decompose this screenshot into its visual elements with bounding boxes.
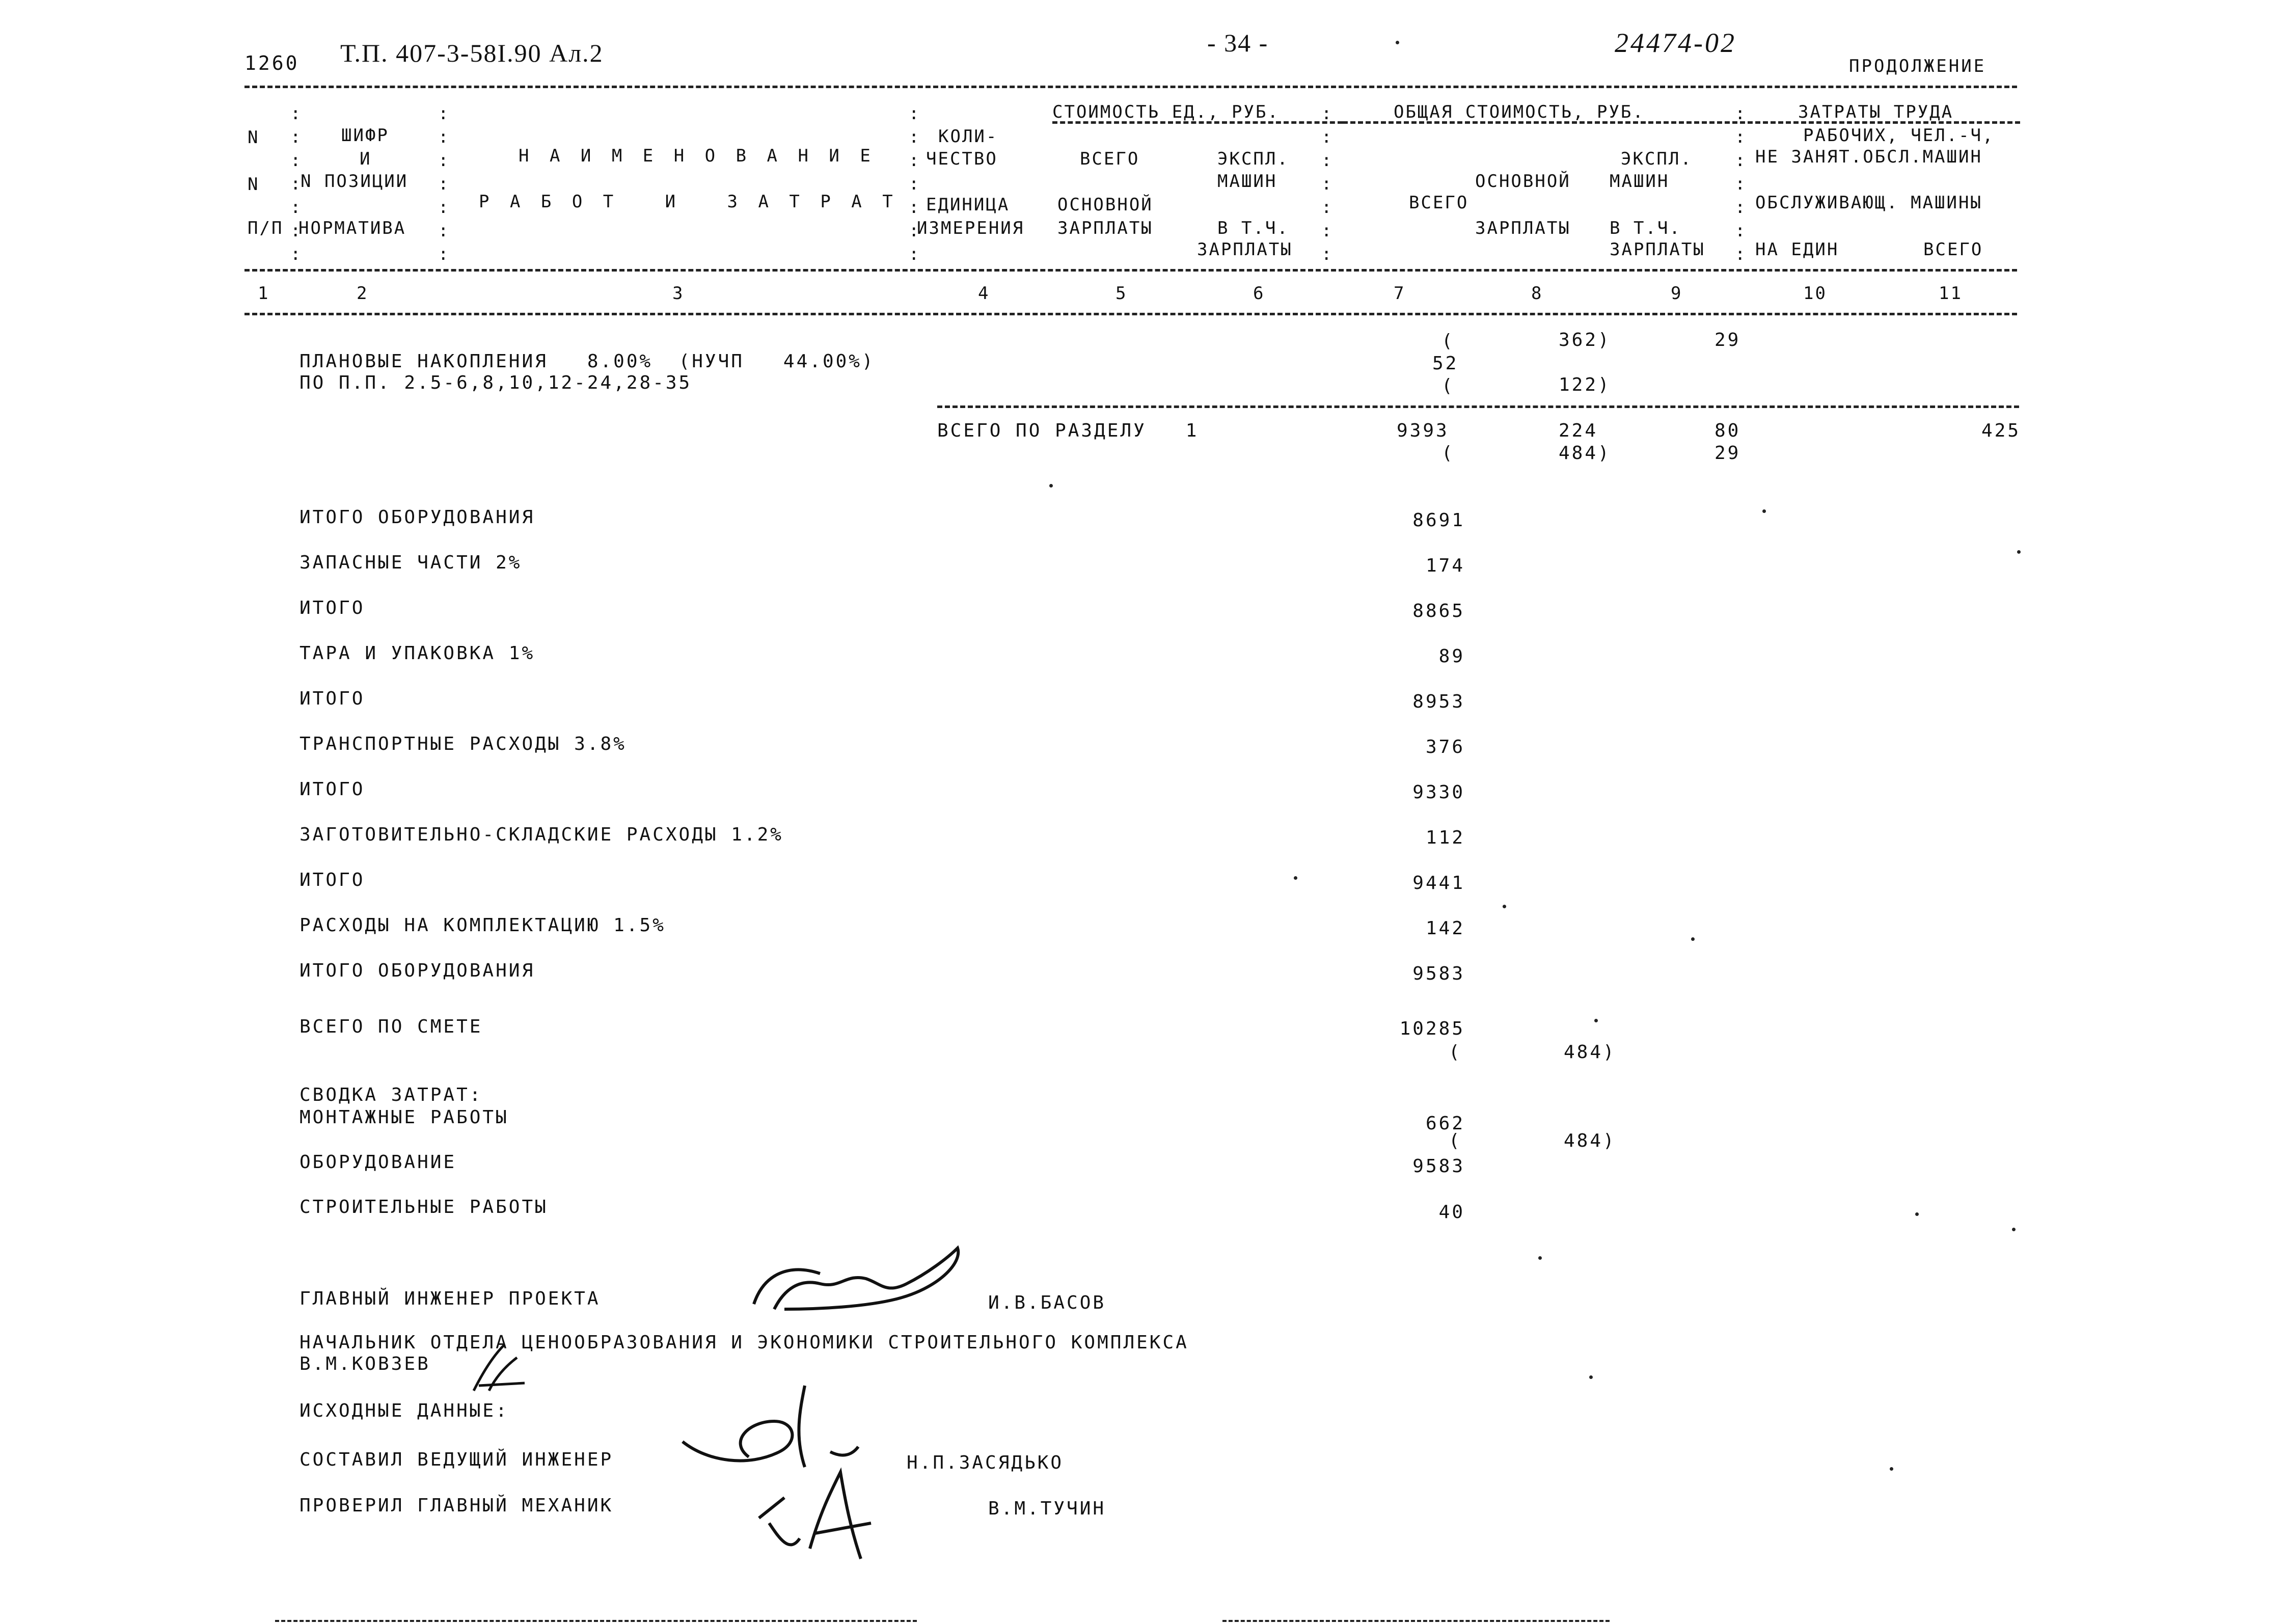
cost-row-value: 9583 <box>1412 963 1465 984</box>
scan-speck <box>1538 1256 1542 1260</box>
checked-by-label: ПРОВЕРИЛ ГЛАВНЫЙ МЕХАНИК <box>300 1495 614 1516</box>
scan-speck <box>1049 484 1053 488</box>
scan-speck <box>2017 550 2021 554</box>
scan-speck <box>1396 41 1399 44</box>
scan-speck <box>1503 905 1506 908</box>
cost-row-value: 9441 <box>1412 873 1465 894</box>
section-total-col9-b: 29 <box>1715 443 1741 464</box>
planned-label: ПЛАНОВЫЕ НАКОПЛЕНИЯ 8.00% (НУЧП 44.00%) <box>300 351 875 372</box>
summary-mounting-col8: 484) <box>1564 1130 1616 1151</box>
cost-row-value: 112 <box>1425 827 1465 848</box>
planned-positions: ПО П.П. 2.5-6,8,10,12-24,28-35 <box>300 372 692 393</box>
cost-row-value: 142 <box>1425 918 1465 939</box>
summary-equipment-value: 9583 <box>1412 1156 1465 1177</box>
planned-col7: 52 <box>1432 353 1459 374</box>
header-col4-l3: ЕДИНИЦА <box>926 195 1010 215</box>
header-col8-l2: ЗАРПЛАТЫ <box>1475 218 1571 238</box>
header-col1-l3: П/П <box>248 218 284 238</box>
chief-engineer-signature <box>744 1243 978 1324</box>
header-col7: ВСЕГО <box>1409 193 1469 213</box>
header-col10: НА ЕДИН <box>1755 239 1839 260</box>
cost-row-value: 8691 <box>1412 510 1465 531</box>
chief-engineer-name: И.В.БАСОВ <box>988 1292 1106 1313</box>
cost-row-value: 89 <box>1438 646 1465 667</box>
header-col8-l1: ОСНОВНОЙ <box>1475 171 1571 192</box>
scan-speck <box>1294 876 1297 880</box>
header-col4-l2: ЧЕСТВО <box>926 149 998 169</box>
source-data-label: ИСХОДНЫЕ ДАННЫЕ: <box>300 1400 509 1421</box>
scan-speck <box>1915 1212 1919 1216</box>
header-col4-l4: ИЗМЕРЕНИЯ <box>917 218 1025 238</box>
archive-number: 24474-02 <box>1615 28 1736 58</box>
planned-col9-top: 29 <box>1715 330 1741 350</box>
header-col4-l1: КОЛИ- <box>938 126 998 147</box>
header-col2-l1: ШИФР <box>341 125 389 146</box>
dept-head-signature <box>469 1340 530 1396</box>
cost-row-label: ТАРА И УПАКОВКА 1% <box>300 643 535 664</box>
colnum-2: 2 <box>357 283 369 304</box>
estimate-total-paren: ( <box>1449 1042 1462 1063</box>
summary-mounting-label: МОНТАЖНЫЕ РАБОТЫ <box>300 1107 509 1128</box>
header-unit-cost-group: СТОИМОСТЬ ЕД., РУБ. <box>1052 102 1280 122</box>
cost-row-label: ИТОГО <box>300 688 365 709</box>
checked-by-signature <box>754 1462 876 1564</box>
header-col3-l2: Р А Б О Т И З А Т Р А Т <box>479 192 898 212</box>
colnum-7: 7 <box>1394 283 1406 304</box>
section-total-label: ВСЕГО ПО РАЗДЕЛУ 1 <box>937 420 1199 441</box>
cost-row-value: 174 <box>1425 555 1465 576</box>
header-rule-top <box>244 86 2017 88</box>
header-labor-l2: РАБОЧИХ, ЧЕЛ.-Ч, <box>1803 125 1995 146</box>
header-col3-l1: Н А И М Е Н О В А Н И Е <box>519 146 876 166</box>
cost-row-label: ИТОГО <box>300 598 365 618</box>
summary-mounting-value: 662 <box>1425 1113 1465 1134</box>
summary-title: СВОДКА ЗАТРАТ: <box>300 1085 483 1105</box>
header-col2-l4: НОРМАТИВА <box>298 218 406 238</box>
colnum-6: 6 <box>1253 283 1265 304</box>
header-sep-3: : : : : : : : <box>909 103 921 264</box>
header-col9-l4: ЗАРПЛАТЫ <box>1610 239 1705 260</box>
colnum-3: 3 <box>672 283 685 304</box>
section-total-col11: 425 <box>1981 420 2021 441</box>
header-col6-l1: ЭКСПЛ. <box>1217 149 1289 169</box>
header-col6-l2: МАШИН <box>1217 171 1277 192</box>
cost-row-label: РАСХОДЫ НА КОМПЛЕКТАЦИЮ 1.5% <box>300 915 666 936</box>
cost-row-value: 8953 <box>1412 691 1465 712</box>
scan-speck <box>1589 1375 1593 1379</box>
section-total-col8-b: 484) <box>1559 443 1611 464</box>
header-labor-l3: НЕ ЗАНЯТ.ОБСЛ.МАШИН <box>1755 147 1982 167</box>
header-rule-total-cost <box>1343 121 2020 124</box>
header-col6-l4: ЗАРПЛАТЫ <box>1197 239 1293 260</box>
header-col6-l3: В Т.Ч. <box>1217 218 1289 238</box>
header-sep-4: : : : : : : : <box>1321 103 1334 264</box>
cost-row-value: 9330 <box>1412 782 1465 803</box>
cost-row-label: ИТОГО ОБОРУДОВАНИЯ <box>300 960 535 981</box>
cost-row-label: ИТОГО <box>300 870 365 890</box>
header-rule-bottom <box>244 313 2017 315</box>
section-rule <box>937 405 2019 408</box>
colnum-1: 1 <box>258 283 270 304</box>
header-col2-l2: И <box>360 149 372 169</box>
header-total-cost-group: ОБЩАЯ СТОИМОСТЬ, РУБ. <box>1394 102 1645 122</box>
header-col5-l3: ЗАРПЛАТЫ <box>1057 218 1153 238</box>
header-col5-l1: ВСЕГО <box>1080 149 1140 169</box>
colnum-5: 5 <box>1115 283 1128 304</box>
section-total-paren: ( <box>1441 443 1455 464</box>
colnum-11: 11 <box>1939 283 1963 304</box>
header-rule-mid <box>244 269 2017 272</box>
section-total-col8: 224 <box>1559 420 1598 441</box>
planned-paren-bottom: ( <box>1441 375 1455 396</box>
header-col9-l1: ЭКСПЛ. <box>1621 149 1693 169</box>
header-col5-l2: ОСНОВНОЙ <box>1057 195 1153 215</box>
footer-rule-left <box>275 1620 917 1622</box>
cost-row-label: ЗАГОТОВИТЕЛЬНО-СКЛАДСКИЕ РАСХОДЫ 1.2% <box>300 824 783 845</box>
header-sep-1: : : : : : : : <box>290 103 303 264</box>
document-code: Т.П. 407-3-58I.90 Ал.2 <box>340 39 604 67</box>
dept-head-name: В.М.КОВЗЕВ <box>300 1354 430 1374</box>
header-col1-l1: N <box>248 127 260 148</box>
cost-row-value: 376 <box>1425 737 1465 757</box>
scan-speck <box>1890 1467 1893 1471</box>
summary-equipment-label: ОБОРУДОВАНИЕ <box>300 1152 457 1173</box>
page-number: - 34 - <box>1207 29 1269 57</box>
cost-row-label: ЗАПАСНЫЕ ЧАСТИ 2% <box>300 552 522 573</box>
colnum-9: 9 <box>1671 283 1683 304</box>
cost-row-label: ИТОГО ОБОРУДОВАНИЯ <box>300 507 535 528</box>
chief-engineer-label: ГЛАВНЫЙ ИНЖЕНЕР ПРОЕКТА <box>300 1288 601 1309</box>
checked-by-name: В.М.ТУЧИН <box>988 1498 1106 1519</box>
footer-rule-right <box>1222 1620 1610 1622</box>
colnum-10: 10 <box>1803 283 1827 304</box>
header-labor-l1: ЗАТРАТЫ ТРУДА <box>1798 102 1954 122</box>
cost-row-label: ИТОГО <box>300 779 365 800</box>
scan-speck <box>2012 1228 2016 1231</box>
estimate-total-col8: 484) <box>1564 1042 1616 1063</box>
section-total-col9: 80 <box>1715 420 1741 441</box>
compiled-by-name: Н.П.ЗАСЯДЬКО <box>907 1452 1064 1473</box>
summary-construction-value: 40 <box>1438 1202 1465 1223</box>
colnum-4: 4 <box>978 283 990 304</box>
scan-speck <box>1691 937 1695 941</box>
header-col1-l2: N <box>248 174 260 195</box>
estimate-total-label: ВСЕГО ПО СМЕТЕ <box>300 1016 483 1037</box>
header-rule-unit-cost <box>1052 121 1343 124</box>
header-col9-l2: МАШИН <box>1610 171 1670 192</box>
summary-mounting-paren: ( <box>1449 1130 1462 1151</box>
scan-speck <box>1594 1019 1598 1022</box>
planned-col8-top: 362) <box>1559 330 1611 350</box>
compiled-by-label: СОСТАВИЛ ВЕДУЩИЙ ИНЖЕНЕР <box>300 1449 614 1470</box>
cost-row-value: 8865 <box>1412 601 1465 621</box>
colnum-8: 8 <box>1531 283 1543 304</box>
header-labor-l4: ОБСЛУЖИВАЮЩ. МАШИНЫ <box>1755 193 1982 213</box>
summary-construction-label: СТРОИТЕЛЬНЫЕ РАБОТЫ <box>300 1197 548 1217</box>
planned-col8-bottom: 122) <box>1559 374 1611 395</box>
dept-head-label: НАЧАЛЬНИК ОТДЕЛА ЦЕНООБРАЗОВАНИЯ И ЭКОНОМИКИ СТРОИТЕЛЬНОГО КОМПЛЕКСА <box>300 1332 1189 1353</box>
section-total-col7: 9393 <box>1397 420 1449 441</box>
estimate-total-value: 10285 <box>1399 1018 1465 1039</box>
header-col11: ВСЕГО <box>1923 239 1983 260</box>
header-sep-5: : : : : : : : <box>1735 103 1747 264</box>
header-sep-2: : : : : : : : <box>438 103 450 264</box>
scan-speck <box>1762 509 1766 513</box>
sheet-number: 1260 <box>244 52 300 74</box>
planned-paren-top: ( <box>1441 331 1455 351</box>
cost-row-label: ТРАНСПОРТНЫЕ РАСХОДЫ 3.8% <box>300 734 627 754</box>
continuation-label: ПРОДОЛЖЕНИЕ <box>1849 56 1986 76</box>
header-col2-l3: N ПОЗИЦИИ <box>301 171 409 192</box>
header-col9-l3: В Т.Ч. <box>1610 218 1681 238</box>
